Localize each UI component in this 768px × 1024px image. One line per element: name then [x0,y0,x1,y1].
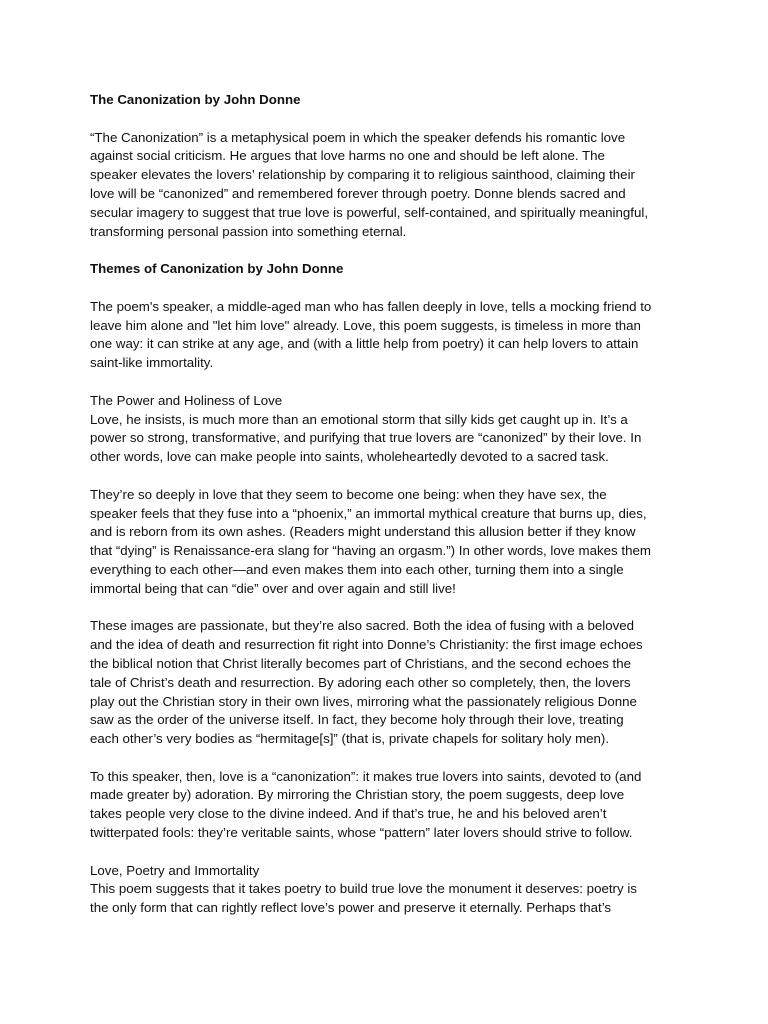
section-heading-power-holiness: The Power and Holiness of Love [90,392,283,408]
paragraph-line: saint-like immortality. [90,355,214,371]
paragraph-line: other words, love can make people into saints, wholeheartedly devoted to a sacred task. [90,449,609,465]
paragraph-line: and is reborn from its own ashes. (Readers might understand this allusion better if they know [90,524,636,540]
section1-paragraph-3 [90,617,690,749]
spacer [90,843,690,862]
paragraph-line: each other’s very bodies as “hermitage[s]” (that is, private chapels for solitary holy men). [90,731,610,747]
paragraph-line: “The Canonization” is a metaphysical poem in which the speaker defends his romantic love [90,129,626,145]
paragraph-line: that “dying” is Renaissance-era slang for “having an orgasm.”) In other words, love makes them [90,543,651,559]
document-page [90,91,690,918]
spacer [90,749,690,768]
paragraph-line: They’re so deeply in love that they seem to become one being: when they have sex, the [90,486,607,502]
paragraph-line: twitterpated fools: they’re veritable saints, whose “pattern” later lovers should strive to follow. [90,825,633,841]
spacer [90,599,690,618]
document-title: The Canonization by John Donne [90,92,301,107]
spacer [90,241,690,260]
spacer [90,110,690,129]
themes-heading: Themes of Canonization by John Donne [90,261,344,277]
paragraph-line: This poem suggests that it takes poetry to build true love the monument it deserves: poetry is [90,881,637,897]
paragraph-line: and the idea of death and resurrection fit right into Donne’s Christianity: the first image echoes [90,637,643,653]
paragraph-line: speaker feels that they fuse into a “phoenix,” an immortal mythical creature that burns up, dies, [90,505,647,521]
paragraph-line: tale of Christ’s death and resurrection. By adoring each other so completely, then, the lovers [90,674,631,690]
paragraph-line: love will be “canonized” and remembered forever through poetry. Donne blends sacred and [90,185,626,201]
paragraph-line: against social criticism. He argues that love harms no one and should be left alone. The [90,148,605,164]
section1-paragraph-2 [90,486,690,599]
section1-paragraph-4 [90,768,690,843]
themes-intro-paragraph [90,298,690,373]
spacer [90,279,690,298]
paragraph-line: one way: it can strike at any age, and (with a little help from poetry) it can help lovers to attain [90,336,639,352]
paragraph-line: These images are passionate, but they’re also sacred. Both the idea of fusing with a beloved [90,618,635,634]
paragraph-line: saw as the order of the universe itself. In fact, they become holy through their love, treating [90,712,624,728]
section2-paragraph-1 [90,880,690,918]
intro-paragraph [90,129,690,242]
paragraph-line: made greater by) adoration. By mirroring the Christian story, the poem suggests, deep love [90,787,625,803]
paragraph-line: power so strong, transformative, and purifying that true lovers are “canonized” by their love. In [90,430,642,446]
paragraph-line: the biblical notion that Christ literally becomes part of Christians, and the second echoes the [90,655,632,671]
paragraph-line: play out the Christian story in their own lives, mirroring what the passionately religious Donne [90,693,637,709]
paragraph-line: leave him alone and "let him love" already. Love, this poem suggests, is timeless in more than [90,317,641,333]
spacer [90,467,690,486]
paragraph-line: transforming personal passion into something eternal. [90,223,407,239]
paragraph-line: takes people very close to the divine indeed. And if that’s true, he and his beloved aren’t [90,806,607,822]
section1-paragraph-1 [90,411,690,467]
paragraph-line: secular imagery to suggest that true love is powerful, self-contained, and spiritually meaningful, [90,204,649,220]
paragraph-line: speaker elevates the lovers’ relationship by comparing it to religious sainthood, claiming their [90,167,635,183]
section-heading-love-poetry-immortality: Love, Poetry and Immortality [90,862,260,878]
paragraph-line: To this speaker, then, love is a “canonization”: it makes true lovers into saints, devoted to (and [90,768,642,784]
paragraph-line: Love, he insists, is much more than an emotional storm that silly kids get caught up in. It’s a [90,411,628,427]
paragraph-line: immortal being that can “die” over and over again and still live! [90,580,456,596]
spacer [90,373,690,392]
paragraph-line: the only form that can rightly reflect love’s power and preserve it eternally. Perhaps that’s [90,900,612,916]
paragraph-line: everything to each other—and even makes them into each other, turning them into a single [90,561,624,577]
paragraph-line: The poem's speaker, a middle-aged man who has fallen deeply in love, tells a mocking friend to [90,298,652,314]
